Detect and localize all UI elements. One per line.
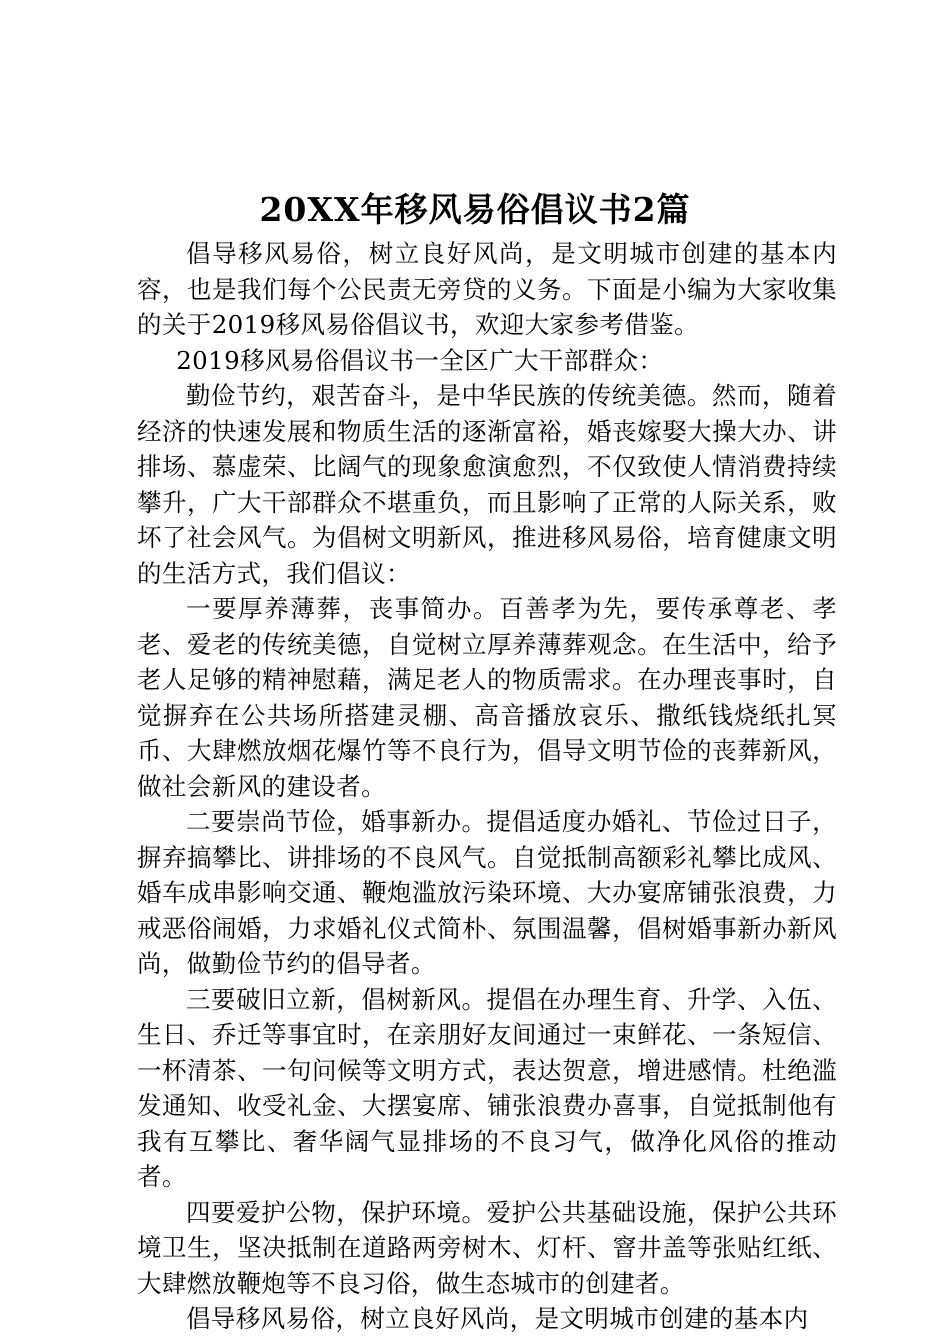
intro-paragraph: 倡导移风易俗，树立良好风尚，是文明城市创建的基本内容，也是我们每个公民责无旁贷的义务。下面是小编为大家收集的关于2019移风易俗倡议书，欢迎大家参考借鉴。: [137, 239, 837, 339]
closing-paragraph: 倡导移风易俗，树立良好风尚，是文明城市创建的基本内: [186, 1304, 809, 1333]
preamble-paragraph: 勤俭节约，艰苦奋斗，是中华民族的传统美德。然而，随着经济的快速发展和物质生活的逐渐富裕，婚丧嫁娶大操大办、讲排场、慕虚荣、比阔气的现象愈演愈烈，不仅致使人情消费持续攀升，广大干部群众不堪重负，而且影响了正常的人际关系，败坏了社会风气。为倡树文明新风，推进移风易俗，培育健康文明的生活方式，我们倡议：: [137, 381, 837, 588]
proposal-one-paragraph: 一要厚养薄葬，丧事简办。百善孝为先，要传承尊老、孝老、爱老的传统美德，自觉树立厚养薄葬观念。在生活中，给予老人足够的精神慰藉，满足老人的物质需求。在办理丧事时，自觉摒弃在公共场所搭建灵棚、高音播放哀乐、撒纸钱烧纸扎冥币、大肆燃放烟花爆竹等不良行为，倡导文明节俭的丧葬新风，做社会新风的建设者。: [137, 594, 837, 801]
document-body: [137, 236, 837, 1337]
proposal-four-paragraph: 四要爱护公物，保护环境。爱护公共基础设施，保护公共环境卫生，坚决抵制在道路两旁树木、灯杆、窨井盖等张贴红纸、大肆燃放鞭炮等不良习俗，做生态城市的创建者。: [137, 1197, 837, 1298]
proposal-three-paragraph: 三要破旧立新，倡树新风。提倡在办理生育、升学、入伍、生日、乔迁等事宜时，在亲朋好友间通过一束鲜花、一条短信、一杯清茶、一句问候等文明方式，表达贺意，增进感情。杜绝滥发通知、收受礼金、大摆宴席、铺张浪费办喜事，自觉抵制他有我有互攀比、奢华阔气显排场的不良习气，做净化风俗的推动者。: [137, 984, 837, 1191]
proposal-two-paragraph: 二要崇尚节俭，婚事新办。提倡适度办婚礼、节俭过日子，摒弃搞攀比、讲排场的不良风气。自觉抵制高额彩礼攀比成风、婚车成串影响交通、鞭炮滥放污染环境、大办宴席铺张浪费，力戒恶俗闹婚，力求婚礼仪式简朴、氛围温馨，倡树婚事新办新风尚，做勤俭节约的倡导者。: [137, 807, 837, 978]
salutation-paragraph: 2019移风易俗倡议书一全区广大干部群众：: [176, 345, 664, 375]
document-title: 20XX年移风易俗倡议书2篇: [259, 190, 691, 229]
